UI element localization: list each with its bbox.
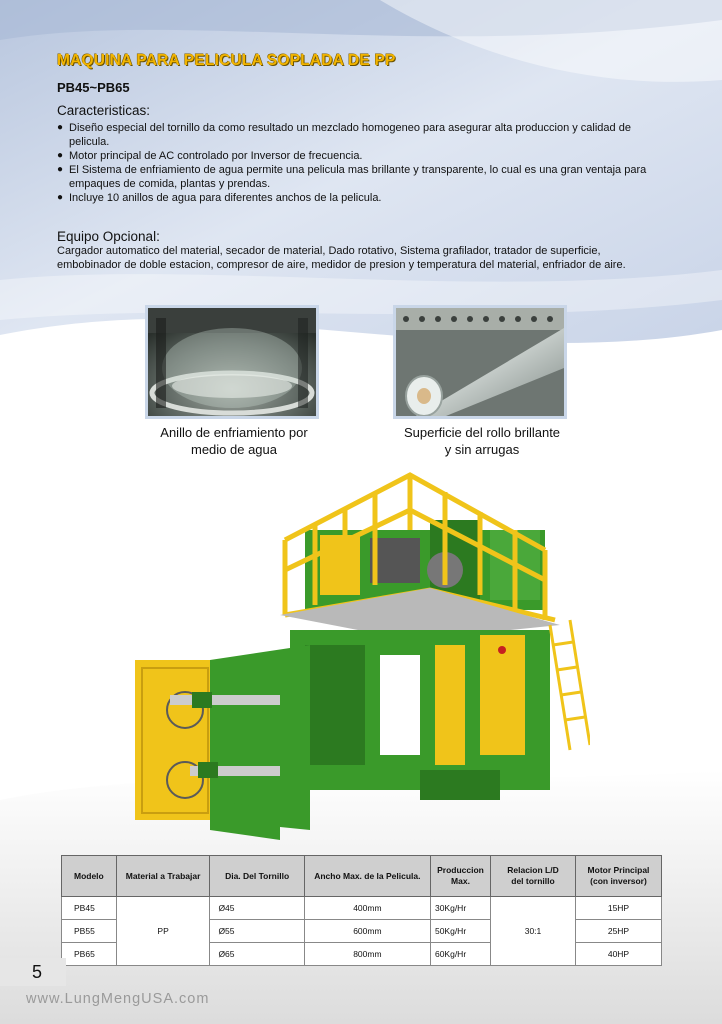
optional-heading: Equipo Opcional: [57, 229, 160, 244]
header-screw-diameter: Dia. Del Tornillo [210, 856, 304, 897]
film-roll-caption [385, 424, 579, 458]
caption-line: Anillo de enfriamiento por [160, 425, 308, 440]
header-line: Motor Principal [587, 865, 650, 875]
cooling-ring-caption [145, 424, 323, 458]
cell-ld-ratio: 30:1 [491, 897, 576, 966]
page-title: MAQUINA PARA PELICULA SOPLADA DE PP [57, 52, 396, 69]
optional-text: Cargador automatico del material, secador de material, Dado rotativo, Sistema grafilador, tratador de superficie, embobinador de doble estacion, compresor de aire, medidor de presion y temperatura del material, enfriador de aire. [57, 245, 626, 271]
cell-model: PB65 [62, 943, 117, 966]
feature-item: ● El Sistema de enfriamiento de agua permite una pelicula mas brillante y transparente, lo cual es una gran ventaja para empaques de comida, plantas y prendas. [57, 163, 647, 191]
feature-item: ● Incluye 10 anillos de agua para diferentes anchos de la pelicula. [57, 191, 647, 205]
header-line: Max. [451, 876, 470, 886]
header-line: Relacion L/D [507, 865, 559, 875]
header-ld-ratio [491, 856, 576, 897]
cell-model: PB55 [62, 920, 117, 943]
header-line: Produccion [437, 865, 484, 875]
cell-model: PB45 [62, 897, 117, 920]
caption-line: medio de agua [190, 442, 277, 457]
table-row [62, 897, 662, 920]
website-link[interactable]: www.LungMengUSA.com [26, 991, 210, 1007]
cell-motor: 25HP [575, 920, 661, 943]
caption-line: Superficie del rollo brillante [403, 425, 561, 440]
cell-material: PP [116, 897, 210, 966]
feature-item: ● Diseño especial del tornillo da como resultado un mezclado homogeneo para asegurar alta produccion y calidad de pelicula. [57, 121, 647, 149]
cell-screw: Ø65 [210, 943, 304, 966]
caption-line: y sin arrugas [444, 442, 520, 457]
cooling-ring-photo [145, 305, 319, 419]
header-material: Material a Trabajar [116, 856, 210, 897]
page-number: 5 [32, 962, 43, 982]
header-model: Modelo [62, 856, 117, 897]
cell-motor: 40HP [575, 943, 661, 966]
cell-width: 400mm [304, 897, 430, 920]
blown-film-machine-illustration [130, 470, 590, 850]
cell-width: 600mm [304, 920, 430, 943]
header-film-width: Ancho Max. de la Pelicula. [304, 856, 430, 897]
features-list [57, 121, 647, 205]
cell-screw: Ø45 [210, 897, 304, 920]
header-line: (con inversor) [590, 876, 647, 886]
header-line: del tornillo [511, 876, 555, 886]
cell-width: 800mm [304, 943, 430, 966]
cell-motor: 15HP [575, 897, 661, 920]
cell-screw: Ø55 [210, 920, 304, 943]
table-header-row [62, 856, 662, 897]
cell-production: 30Kg/Hr [430, 897, 490, 920]
film-roll-photo [393, 305, 567, 419]
cell-production: 50Kg/Hr [430, 920, 490, 943]
header-production [430, 856, 490, 897]
features-heading: Caracteristicas: [57, 103, 151, 118]
feature-item: ● Motor principal de AC controlado por Inversor de frecuencia. [57, 149, 647, 163]
specifications-table [61, 855, 662, 966]
cell-production: 60Kg/Hr [430, 943, 490, 966]
model-range: PB45~PB65 [57, 80, 130, 95]
header-main-motor [575, 856, 661, 897]
